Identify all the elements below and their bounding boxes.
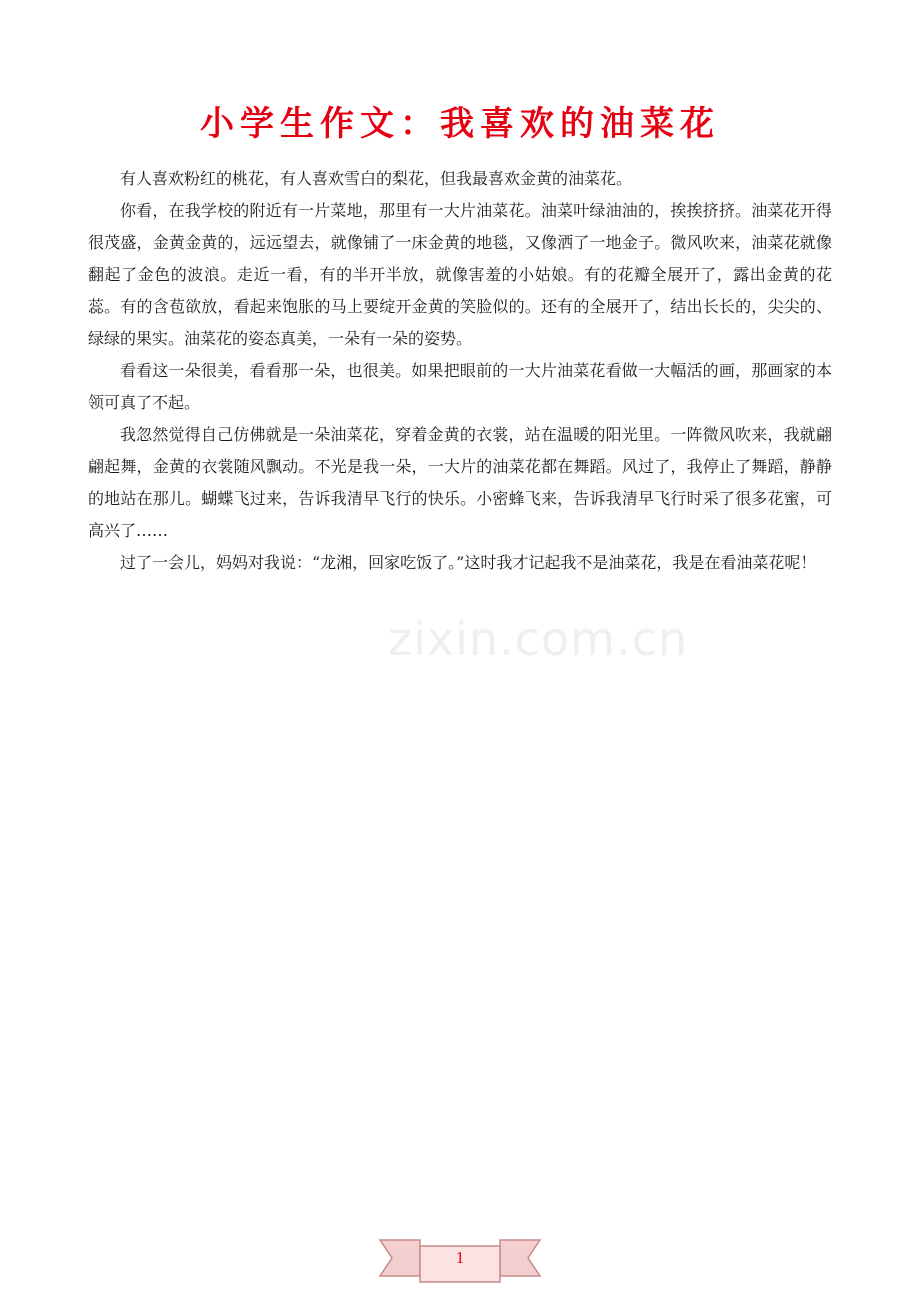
page-number-badge — [376, 1234, 544, 1286]
paragraph: 过了一会儿，妈妈对我说：“龙湘，回家吃饭了。”这时我才记起我不是油菜花，我是在看油菜花呢！ — [120, 553, 817, 572]
paragraph: 有人喜欢粉红的桃花，有人喜欢雪白的梨花，但我最喜欢金黄的油菜花。 — [120, 169, 633, 188]
document-body — [88, 163, 832, 579]
document-title: 小学生作文：我喜欢的油菜花 — [200, 104, 720, 144]
page-number: 1 — [455, 1248, 465, 1267]
paragraph: 你看，在我学校的附近有一片菜地，那里有一大片油菜花。油菜叶绿油油的，挨挨挤挤。油菜花开得很茂盛，金黄金黄的，远远望去，就像铺了一床金黄的地毯，又像洒了一地金子。微风吹来，油菜花就像翻起了金色的波浪。走近一看，有的半开半放，就像害羞的小姑娘。有的花瓣全展开了，露出金黄的花蕊。有的含苞欲放，看起来饱胀的马上要绽开金黄的笑脸似的。还有的全展开了，结出长长的，尖尖的、绿绿的果实。油菜花的姿态真美，一朵有一朵的姿势。 — [88, 201, 832, 348]
watermark: zixin.com.cn — [388, 612, 689, 666]
paragraph: 我忽然觉得自己仿佛就是一朵油菜花，穿着金黄的衣裳，站在温暖的阳光里。一阵微风吹来，我就翩翩起舞，金黄的衣裳随风飘动。不光是我一朵，一大片的油菜花都在舞蹈。风过了，我停止了舞蹈，静静的地站在那儿。蝴蝶飞过来，告诉我清早飞行的快乐。小密蜂飞来，告诉我清早飞行时采了很多花蜜，可高兴了…… — [88, 425, 832, 540]
paragraph: 看看这一朵很美，看看那一朵，也很美。如果把眼前的一大片油菜花看做一大幅活的画，那画家的本领可真了不起。 — [88, 361, 832, 412]
